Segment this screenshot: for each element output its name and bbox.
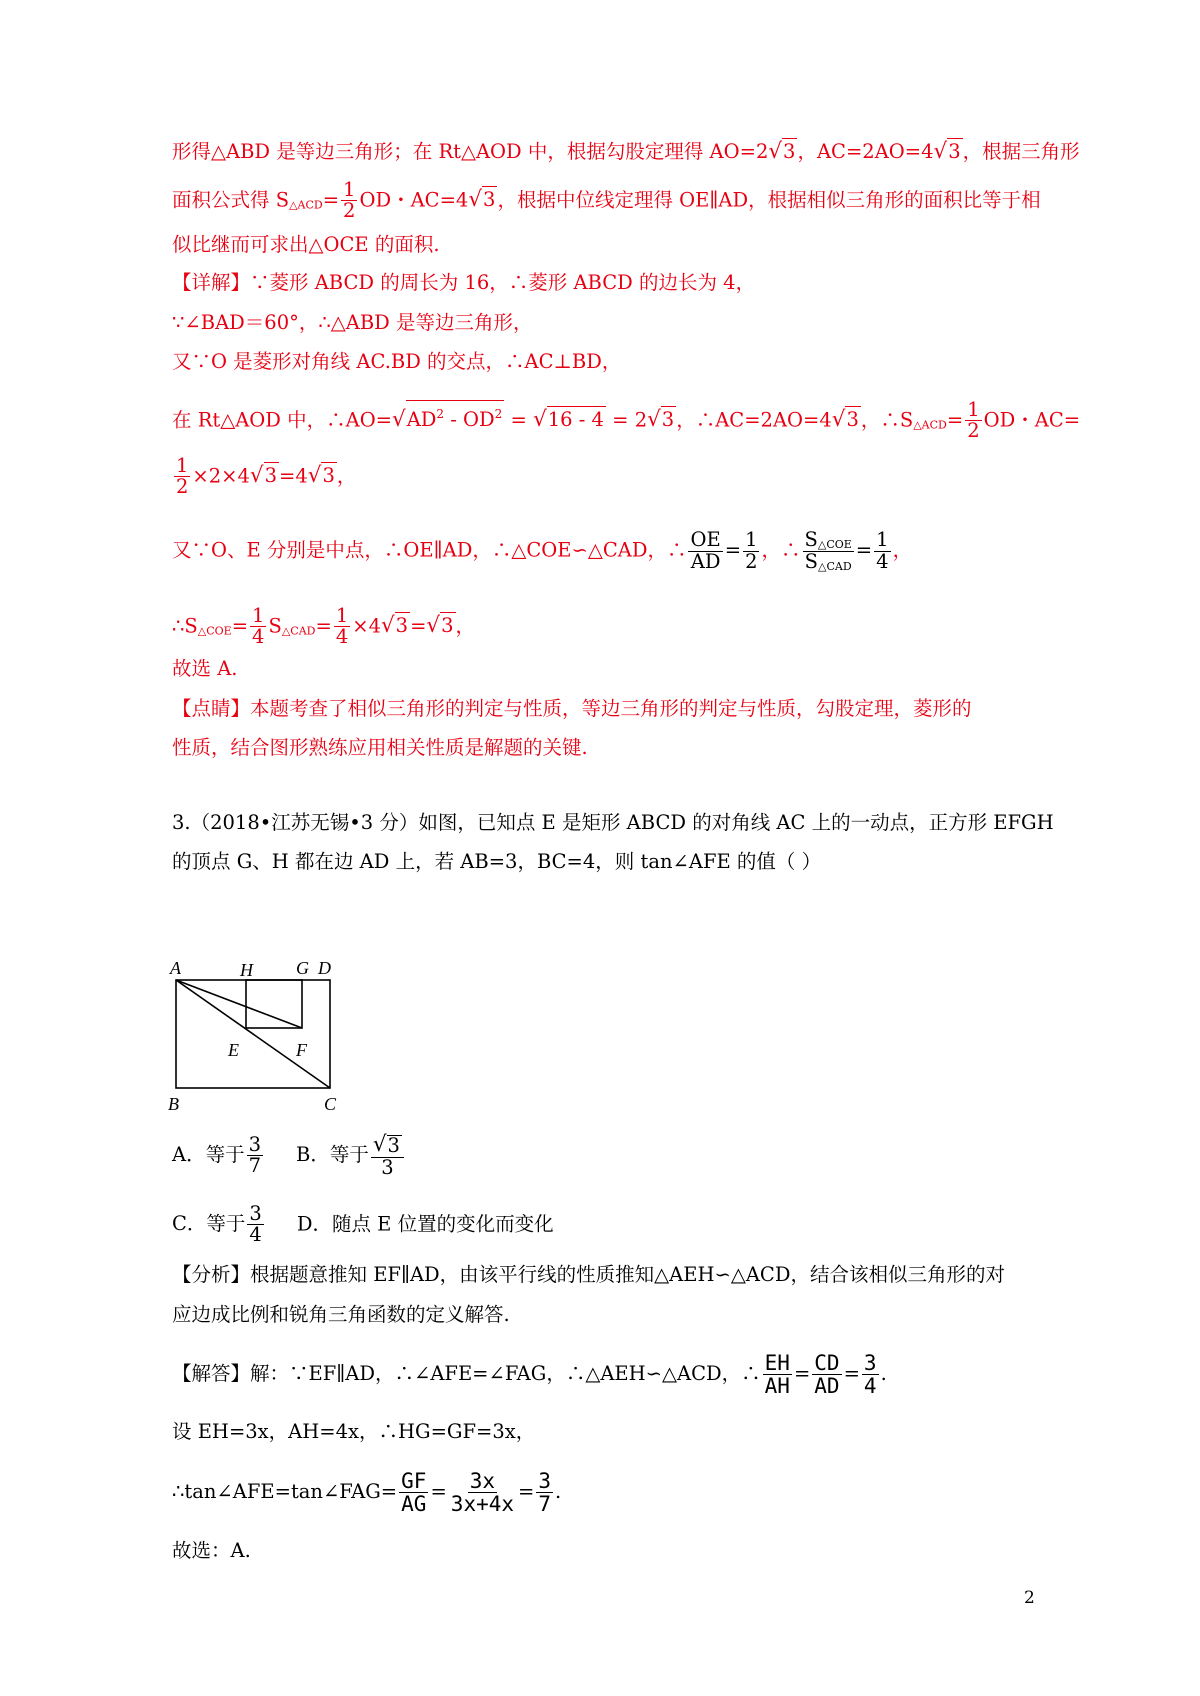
fraction: $\frac{OE}{AD}$	[690, 528, 721, 573]
label-d: D	[318, 958, 331, 978]
detail-tag: 【详解】	[172, 271, 251, 294]
sqrt: √ 3	[831, 407, 859, 433]
sqrt: √ 16 - 4	[533, 407, 604, 433]
fraction: $\frac{3}{4}$	[863, 1351, 877, 1399]
detail-line-3: 又∵O 是菱形对角线 AC.BD 的交点，∴AC⊥BD，	[172, 350, 622, 373]
rectangle-figure	[168, 958, 348, 1118]
fraction-quarter: $\frac{1}{4}$	[252, 604, 265, 649]
dianjing-line-1: 【点睛】本题考查了相似三角形的判定与性质，等边三角形的判定与性质，勾股定理，菱形的	[172, 697, 972, 720]
diagonal-ac	[176, 980, 330, 1088]
sqrt: √ 3	[380, 613, 409, 639]
detail-line-5: $\frac{1}{2}$ ×2×4 √ 3 =4 √ 3 ，	[176, 454, 357, 499]
fraction-half: $\frac{1}{2}$	[967, 398, 980, 443]
final-choice: 故选：A.	[172, 1539, 251, 1562]
label-b: B	[168, 1094, 179, 1114]
area-ratio: $\frac{\text{S△COE}}{\text{S△CAD}}$	[804, 528, 852, 573]
fraction: $\frac{3x}{3x+4x}$	[450, 1469, 515, 1517]
label-f: F	[296, 1040, 307, 1060]
detail-line-6: 又∵O、E 分别是中点，∴OE∥AD，∴△COE∽△CAD，∴ $\frac{OE}{AD}$ = $\frac{1}{2}$ ，∴ $\frac{\text{S△COE}}{\text{S△CAD}}$ = $\frac{1}{4}$ ，	[172, 528, 913, 573]
sqrt: √ 3	[249, 463, 278, 489]
options-row-2	[172, 1204, 554, 1246]
option-b[interactable]: B．等于 √ 3 3	[296, 1143, 406, 1166]
page-number: 2	[1024, 1588, 1035, 1608]
sqrt: √ 3	[933, 139, 961, 164]
detail-choice: 故选 A.	[172, 657, 238, 680]
analysis-line-1: 【分析】根据题意推知 EF∥AD，由该平行线的性质推知△AEH∽△ACD，结合该相似三角形的对	[172, 1263, 1005, 1286]
q3-line-1: 3.（2018•江苏无锡•3 分）如图，已知点 E 是矩形 ABCD 的对角线 AC 上的一动点，正方形 EFGH	[172, 811, 1054, 834]
detail-line-4: 在 Rt△AOD 中，∴AO= √ $AD^2 - OD^2$ = √ 16 - 4 = 2 √ 3 ，∴AC=2AO=4 √ 3 ，∴S△ACD= $\frac{1}{2}$ OD・AC=	[172, 398, 1081, 443]
detail-line-1: 【详解】∵菱形 ABCD 的周长为 16，∴菱形 ABCD 的边长为 4，	[172, 271, 756, 294]
fraction-half: $\frac{1}{2}$	[176, 454, 189, 499]
segment-af	[176, 980, 302, 1028]
fraction: $\frac{3}{7}$	[248, 1133, 262, 1178]
option-a[interactable]: A．等于 $\frac{3}{7}$	[172, 1133, 262, 1178]
fraction: $\frac{1}{2}$	[745, 528, 758, 573]
fraction: √ 3 3	[371, 1134, 404, 1178]
dianjing-line-2: 性质，结合图形熟练应用相关性质是解题的关键.	[172, 736, 588, 759]
fraction: $\frac{1}{4}$	[876, 528, 889, 573]
option-d[interactable]: D．随点 E 位置的变化而变化	[296, 1212, 554, 1236]
tan-line: ∴tan∠AFE=tan∠FAG= $\frac{GF}{AG}$ = $\frac{3x}{3x+4x}$ = $\frac{3}{7}$ .	[172, 1469, 562, 1517]
square-efgh	[246, 980, 302, 1028]
options-row-1	[172, 1134, 406, 1178]
intro-line-2: 面积公式得 S△ACD= $\frac{1}{2}$ OD・AC=4 √ 3 ，根据中位线定理得 OE∥AD，根据相似三角形的面积比等于相	[172, 178, 1041, 223]
detail-line-2: ∵∠BAD＝60°，∴△ABD 是等边三角形，	[172, 311, 533, 334]
fraction: $\frac{3}{4}$	[249, 1202, 262, 1247]
fraction: $\frac{EH}{AH}$	[764, 1351, 790, 1399]
detail-line-7: ∴S△COE= $\frac{1}{4}$ S△CAD= $\frac{1}{4}$ ×4 √ 3 = √ 3 ，	[172, 604, 476, 649]
intro-line-1: 形得△ABD 是等边三角形；在 Rt△AOD 中，根据勾股定理得 AO=2 √ 3 ，AC=2AO=4 √ 3 ，根据三角形	[172, 139, 1080, 164]
sqrt: √ 3	[426, 613, 454, 639]
fraction: $\frac{CD}{AD}$	[814, 1351, 840, 1399]
fraction: $\frac{GF}{AG}$	[401, 1469, 427, 1517]
sqrt: √ 3	[647, 407, 675, 433]
label-g: G	[296, 958, 309, 978]
label-a: A	[170, 958, 181, 978]
q3-line-2: 的顶点 G、H 都在边 AD 上，若 AB=3，BC=4，则 tan∠AFE 的值（ ）	[172, 850, 822, 873]
option-c[interactable]: C．等于 $\frac{3}{4}$	[172, 1202, 262, 1247]
sqrt: √ 3	[468, 187, 496, 213]
sqrt: √ 3	[768, 139, 796, 164]
solution-line-1: 【解答】解：∵EF∥AD，∴∠AFE=∠FAG，∴△AEH∽△ACD，∴ $\frac{EH}{AH}$ = $\frac{CD}{AD}$ = $\frac{3}{4}$ .	[172, 1351, 887, 1399]
set-line: 设 EH=3x，AH=4x，∴HG=GF=3x，	[172, 1420, 536, 1443]
sqrt: √ 3	[307, 463, 335, 489]
text: 形得△ABD 是等边三角形；在 Rt△AOD 中，根据勾股定理得 AO=2	[172, 140, 769, 163]
analysis-line-2: 应边成比例和锐角三角函数的定义解答.	[172, 1303, 510, 1326]
dianjing-tag: 【点睛】	[172, 697, 251, 720]
fraction-half: $\frac{1}{2}$	[343, 178, 356, 223]
sqrt: √ $AD^2 - OD^2$	[392, 400, 504, 433]
fraction-quarter: $\frac{1}{4}$	[335, 604, 349, 649]
intro-line-3: 似比继而可求出△OCE 的面积.	[172, 233, 440, 256]
label-e: E	[228, 1040, 239, 1060]
label-h: H	[240, 960, 253, 980]
label-c: C	[324, 1094, 337, 1114]
fraction: $\frac{3}{7}$	[538, 1469, 552, 1517]
